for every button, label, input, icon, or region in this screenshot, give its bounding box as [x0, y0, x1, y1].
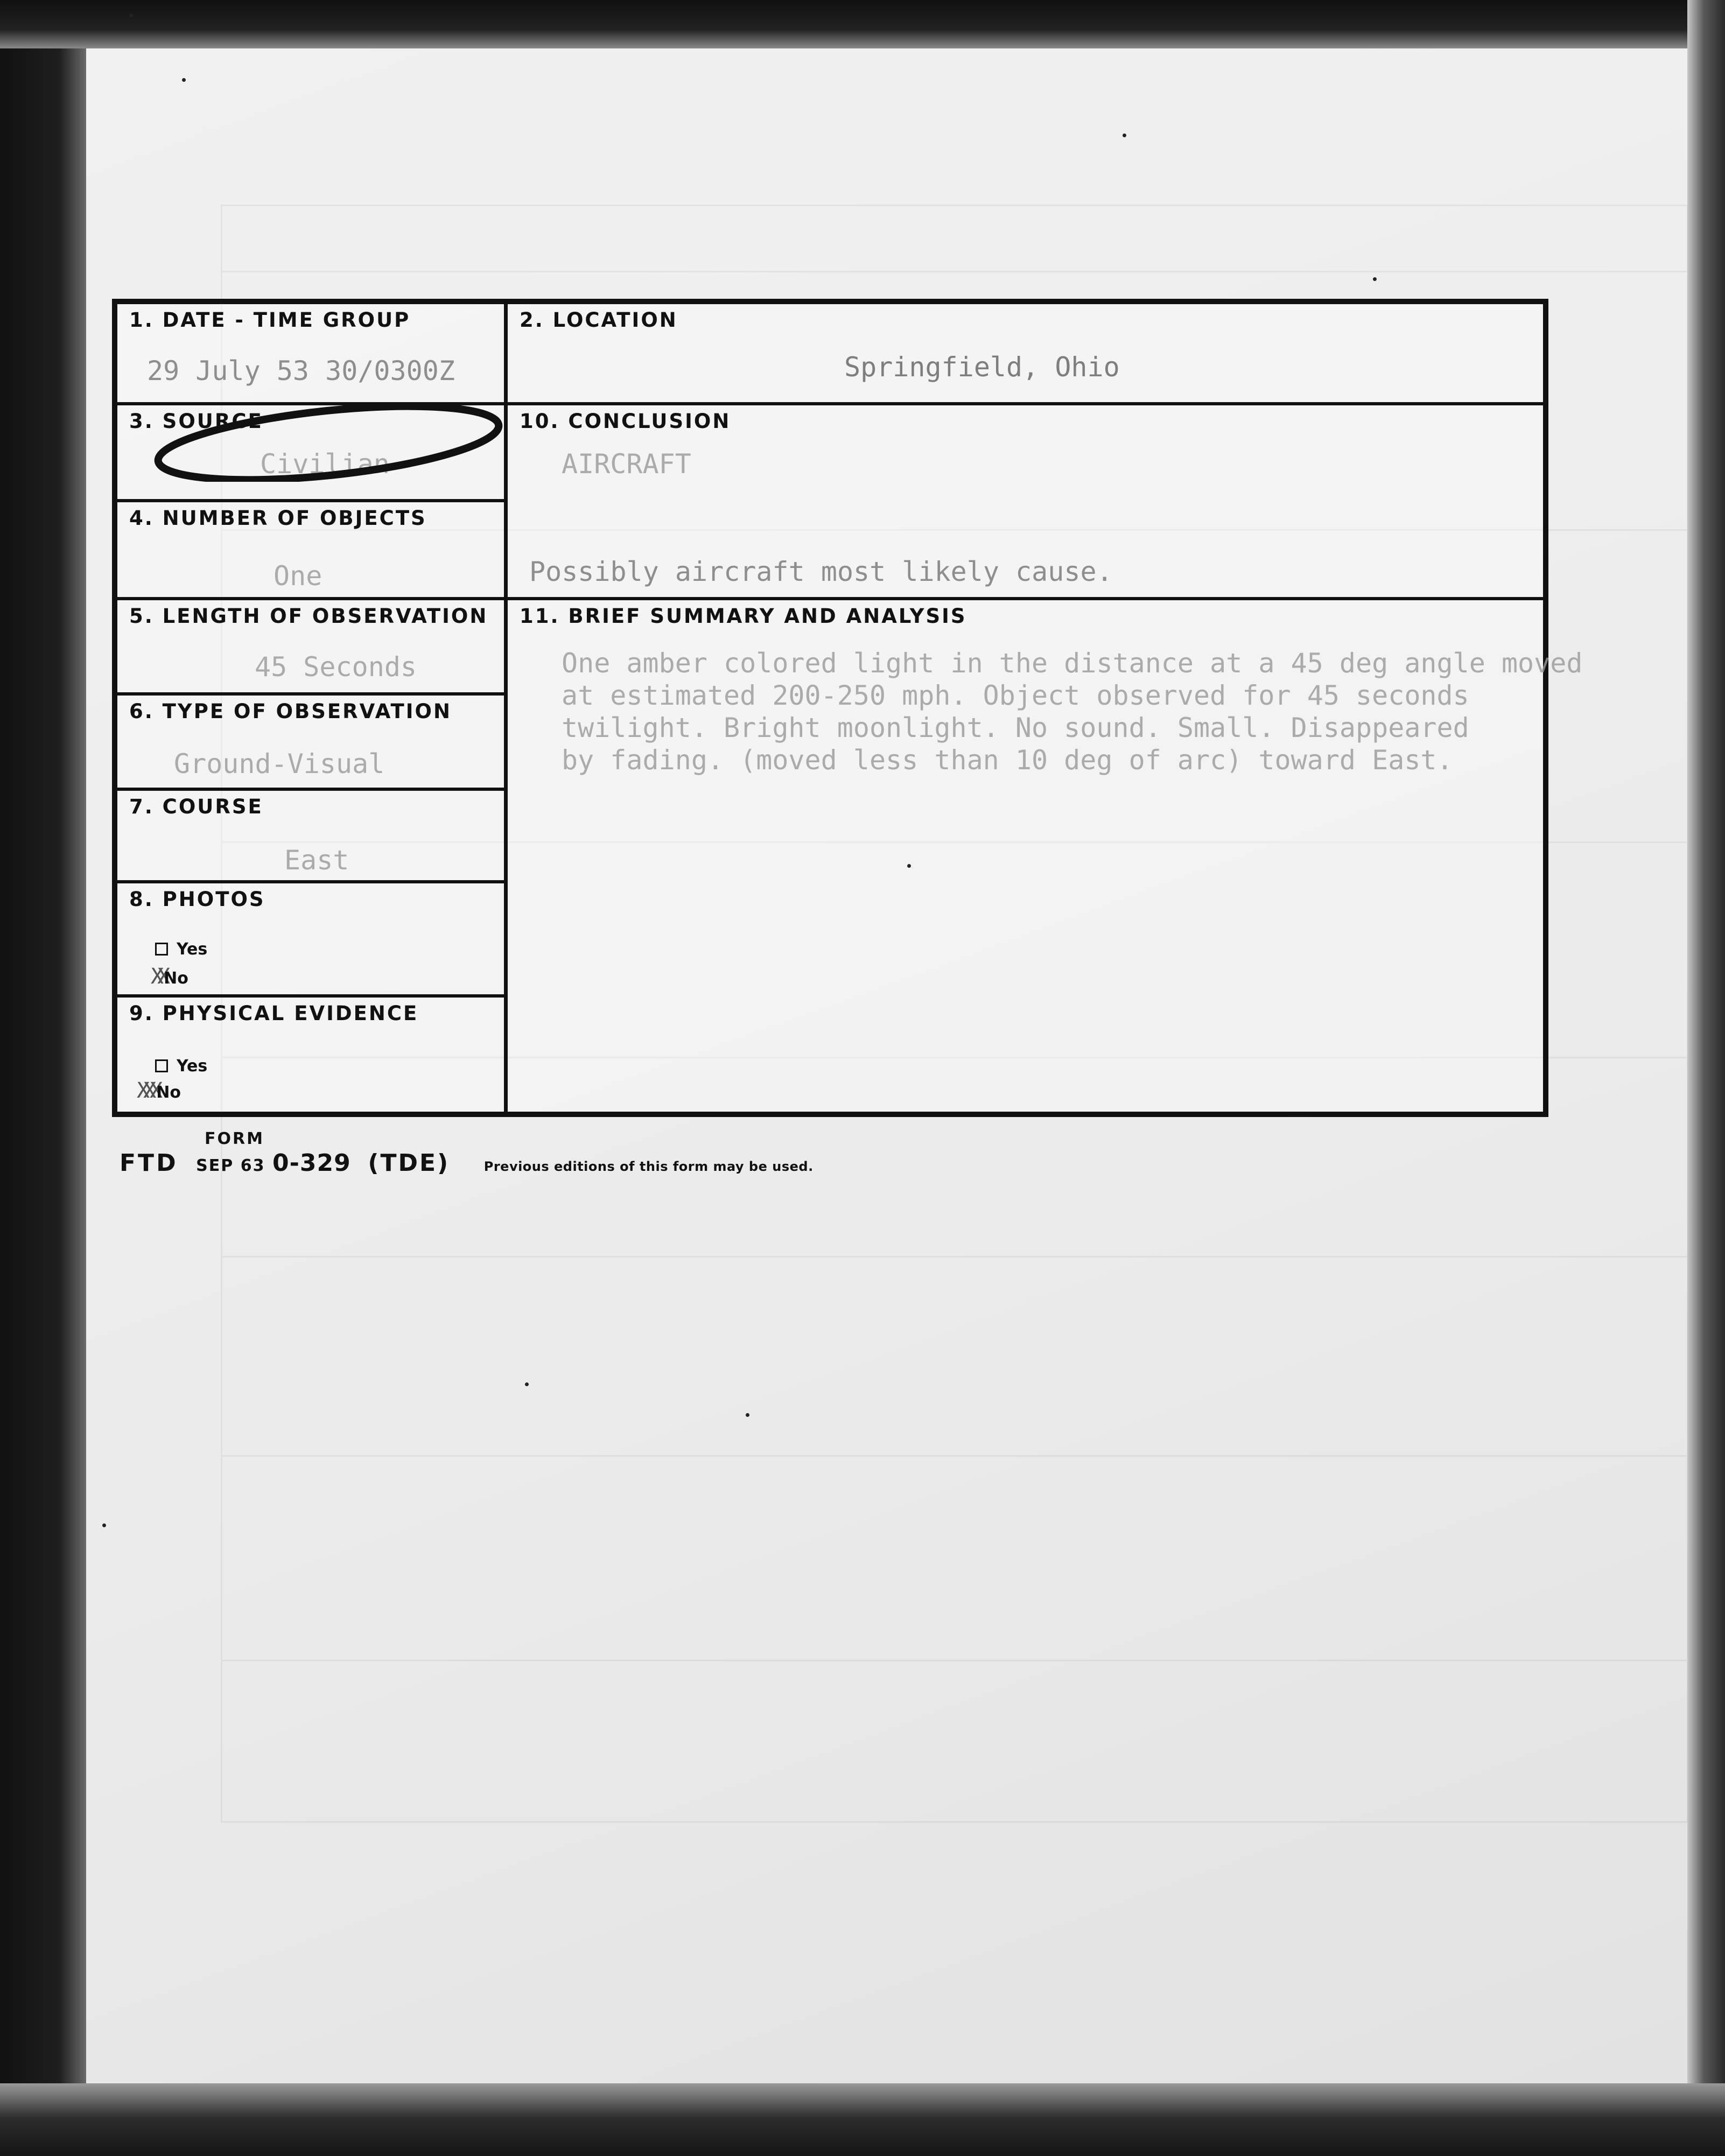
course-value: East	[284, 845, 349, 876]
photos-no-checkbox-marked[interactable]: XX	[151, 964, 164, 989]
physical-evidence-yes-checkbox[interactable]	[155, 1059, 168, 1072]
scan-speck	[182, 78, 186, 82]
source-value: Civilian	[260, 448, 390, 480]
summary-line: twilight. Bright moonlight. No sound. Small. Disappeared	[562, 712, 1469, 743]
bleed-through-rule	[222, 271, 1687, 272]
photos-yes-checkbox[interactable]	[155, 943, 168, 956]
bleed-through-rule	[222, 1256, 1687, 1258]
conclusion-label: 10. CONCLUSION	[520, 410, 731, 433]
scan-speck	[746, 1413, 749, 1417]
summary-label: 11. BRIEF SUMMARY AND ANALYSIS	[520, 605, 967, 628]
number-of-objects-value: One	[274, 560, 322, 592]
form-right-column	[508, 304, 1583, 1112]
type-of-observation-label: 6. TYPE OF OBSERVATION	[129, 700, 452, 723]
type-of-observation-value: Ground-Visual	[174, 748, 385, 779]
physical-evidence-no-checkbox-marked[interactable]: XXX	[137, 1078, 157, 1103]
physical-evidence-yes-label: Yes	[177, 1057, 208, 1076]
photos-no-option[interactable]	[151, 964, 188, 989]
photos-no-label: No	[164, 969, 188, 988]
physical-evidence-label: 9. PHYSICAL EVIDENCE	[129, 1002, 419, 1025]
physical-evidence-no-option[interactable]	[137, 1078, 181, 1103]
summary-line: at estimated 200-250 mph. Object observed for 45 seconds	[562, 680, 1469, 711]
scan-speck	[907, 864, 911, 868]
date-time-label: 1. DATE - TIME GROUP	[129, 308, 411, 332]
summary-line: by fading. (moved less than 10 deg of arc) toward East.	[562, 745, 1453, 776]
scan-speck	[1123, 134, 1126, 137]
hand-drawn-oval-mark	[151, 401, 509, 482]
scan-border-right	[1687, 0, 1725, 2156]
number-of-objects-cell	[117, 502, 504, 600]
summary-cell	[508, 600, 1583, 1112]
scan-speck	[525, 1382, 529, 1386]
conclusion-note: Possibly aircraft most likely cause.	[529, 556, 1113, 587]
date-time-cell	[117, 304, 504, 405]
number-of-objects-label: 4. NUMBER OF OBJECTS	[129, 507, 427, 530]
length-of-observation-value: 45 Seconds	[255, 651, 417, 683]
location-value: Springfield, Ohio	[844, 352, 1120, 383]
date-time-value: 29 July 53 30/0300Z	[147, 355, 455, 387]
length-of-observation-label: 5. LENGTH OF OBSERVATION	[129, 605, 488, 628]
scan-border-top	[0, 0, 1725, 48]
conclusion-value: AIRCRAFT	[562, 448, 691, 480]
footer-date: SEP 63	[196, 1156, 265, 1175]
physical-evidence-cell	[117, 998, 504, 1112]
summary-line: One amber colored light in the distance at a 45 deg angle moved	[562, 648, 1583, 679]
footer-previous-editions: Previous editions of this form may be used.	[483, 1159, 814, 1174]
photos-label: 8. PHOTOS	[129, 888, 265, 911]
footer-form-label: FORM	[205, 1129, 264, 1148]
scan-speck	[129, 13, 133, 17]
scan-speck	[102, 1523, 106, 1527]
photos-cell	[117, 883, 504, 998]
footer-form-number: 0-329	[272, 1149, 351, 1177]
footer-form-id	[120, 1149, 814, 1177]
photos-yes-option[interactable]	[155, 940, 207, 959]
scan-border-left	[0, 0, 86, 2156]
course-cell	[117, 791, 504, 883]
location-cell	[508, 304, 1543, 405]
bleed-through-rule	[222, 1660, 1687, 1661]
location-label: 2. LOCATION	[520, 308, 678, 332]
footer-ftd: FTD	[120, 1149, 178, 1177]
physical-evidence-yes-option[interactable]	[155, 1057, 207, 1076]
source-label: 3. SOURCE	[129, 410, 263, 433]
scan-border-bottom	[0, 2083, 1725, 2156]
length-of-observation-cell	[117, 600, 504, 696]
type-of-observation-cell	[117, 696, 504, 791]
photos-yes-label: Yes	[177, 940, 208, 959]
scan-speck	[1373, 277, 1377, 281]
footer-office: (TDE)	[368, 1149, 450, 1177]
bleed-through-rule	[222, 1455, 1687, 1457]
physical-evidence-no-label: No	[156, 1083, 181, 1102]
conclusion-cell	[508, 405, 1543, 600]
course-label: 7. COURSE	[129, 795, 263, 818]
